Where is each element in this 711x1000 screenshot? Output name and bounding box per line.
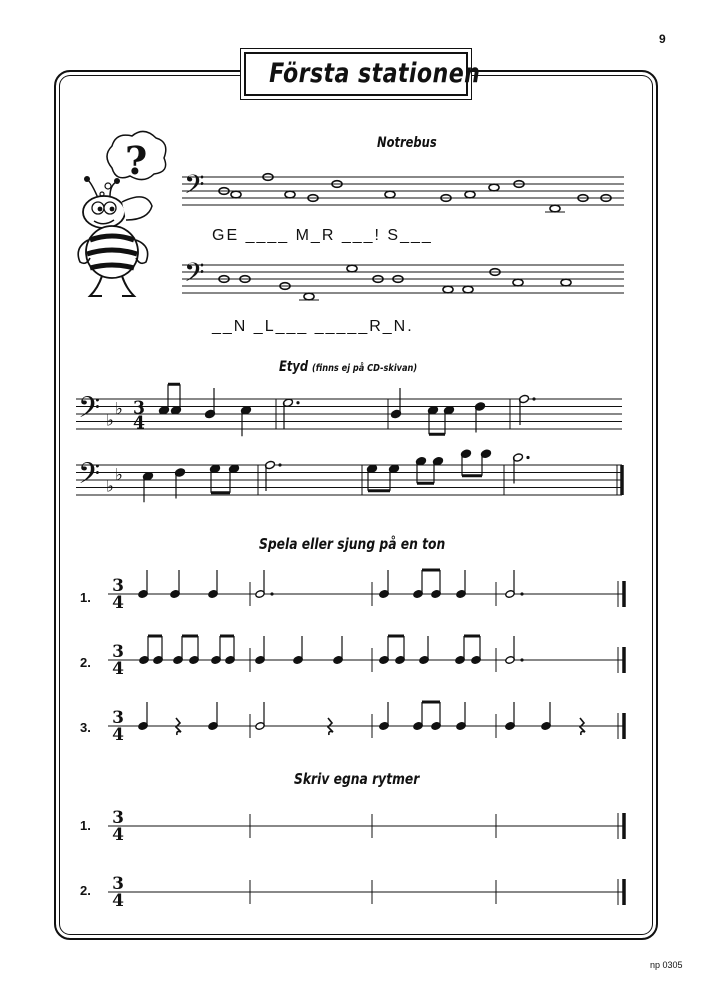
flat-icon: ♭ (115, 465, 123, 484)
time-signature-bottom: 4 (112, 825, 124, 845)
bass-clef-icon: 𝄢 (184, 168, 205, 207)
whole-note (443, 286, 453, 293)
puzzle-line-2: __N _L___ _____R_N. (212, 318, 414, 335)
whole-note (465, 191, 475, 198)
dot (520, 658, 523, 661)
time-signature-bottom: 4 (112, 659, 124, 679)
time-signature-top: 3 (112, 642, 124, 662)
spela-row-3-label: 3. (80, 720, 91, 735)
time-signature-top: 3 (112, 874, 124, 894)
question-mark-icon: ? (125, 138, 148, 183)
whole-note (231, 191, 241, 198)
skriv-heading: Skriv egna rytmer (294, 770, 420, 788)
bass-clef-icon: 𝄢 (78, 457, 101, 498)
whole-note (513, 279, 523, 286)
whole-note (489, 184, 499, 191)
page-number: 9 (659, 32, 666, 46)
whole-note (385, 191, 395, 198)
whole-note (304, 293, 314, 300)
skriv-row-2-label: 2. (80, 883, 91, 898)
dot (270, 592, 273, 595)
time-signature-bottom: 4 (112, 891, 124, 911)
notrebus-heading: Notrebus (377, 135, 437, 151)
bass-clef-icon: 𝄢 (78, 391, 101, 432)
skriv-row-1-label: 1. (80, 818, 91, 833)
page-title: Första stationen (269, 58, 481, 89)
whole-note (347, 265, 357, 272)
etyd-note: (finns ej på CD-skivan) (312, 363, 418, 374)
puzzle-line-1: GE ____ M_R ___! S___ (212, 227, 433, 244)
time-signature-top: 3 (112, 808, 124, 828)
flat-icon: ♭ (106, 410, 114, 430)
footer-code: np 0305 (650, 960, 683, 970)
flat-icon: ♭ (115, 399, 123, 418)
whole-note (561, 279, 571, 286)
bass-clef-icon: 𝄢 (184, 256, 205, 295)
whole-note (550, 205, 560, 212)
time-signature-bottom: 4 (112, 725, 124, 745)
dot (296, 401, 299, 404)
whole-note (463, 286, 473, 293)
dot (532, 397, 535, 400)
whole-note (285, 191, 295, 198)
time-signature-top: 3 (112, 576, 124, 596)
time-signature-bottom: 4 (112, 593, 124, 613)
dot (520, 592, 523, 595)
spela-row-2-label: 2. (80, 655, 91, 670)
spela-heading: Spela eller sjung på en ton (259, 535, 446, 553)
dot (278, 463, 281, 466)
time-signature-top: 3 (112, 708, 124, 728)
time-signature-bottom: 4 (132, 413, 146, 434)
spela-row-1-label: 1. (80, 590, 91, 605)
dot (526, 456, 529, 459)
etyd-heading: Etyd (279, 359, 309, 375)
time-signature-top: 3 (132, 398, 146, 419)
flat-icon: ♭ (106, 476, 114, 496)
